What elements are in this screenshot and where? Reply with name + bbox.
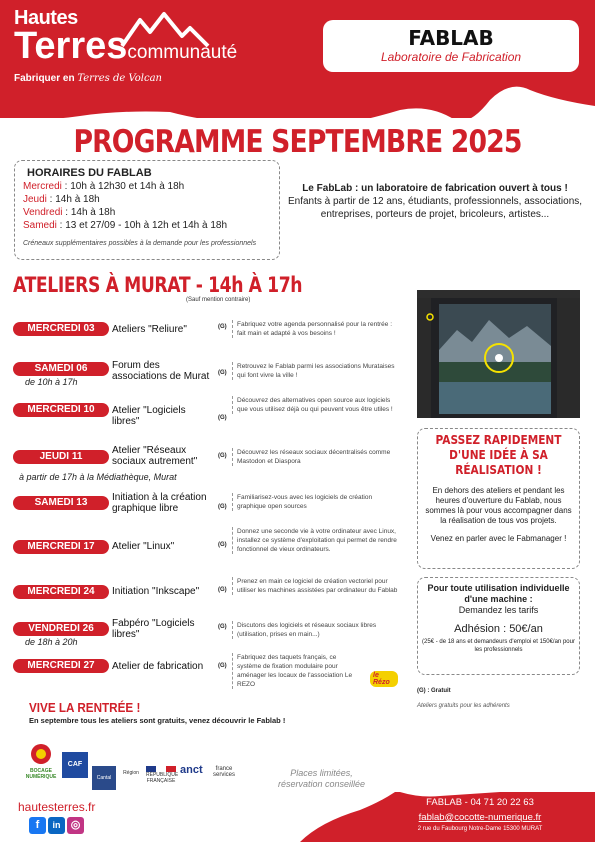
day-pill: MERCREDI 27 <box>13 659 109 673</box>
day-pill: MERCREDI 17 <box>13 540 109 554</box>
day-pill: SAMEDI 06 <box>13 362 109 376</box>
horaire-line: Vendredi : 14h à 18h <box>23 207 116 218</box>
day-pill: MERCREDI 10 <box>13 403 109 417</box>
region-logo: Région <box>123 770 139 776</box>
gratuit-legend: (G) : Gratuit <box>417 688 451 694</box>
free-mark: (G) <box>218 663 227 669</box>
gratuit-sub: Ateliers gratuits pour les adhérents <box>417 703 510 709</box>
anct-logo: anct <box>180 764 203 776</box>
software-screenshot-image <box>417 290 580 418</box>
day-pill: JEUDI 11 <box>13 450 109 464</box>
partner-logos <box>22 742 244 792</box>
atelier-desc: Fabriquez votre agenda personnalisé pour la rentrée : fait main et adapté à vos besoins ! <box>232 320 398 338</box>
ateliers-title: ATELIERS À MURAT - 14h À 17h <box>13 273 303 297</box>
intro-text <box>286 182 584 221</box>
horaires-title: HORAIRES DU FABLAB <box>27 167 152 179</box>
ateliers-note: (Sauf mention contraire) <box>186 297 251 303</box>
logo-line1: Hautes <box>14 7 78 29</box>
atelier-desc: Découvrez des alternatives open source aux logiciels que vous utilisez déjà ou qui peuvent vous être utiles ! <box>232 396 398 414</box>
free-mark: (G) <box>218 415 227 421</box>
passez-body: En dehors des ateliers et pendant les heures d'ouverture du Fablab, nous sommes là pour vous accompagner dans la réalisation de tous vos projets. <box>425 486 572 525</box>
atelier-name: Initiation à la création graphique libre <box>112 492 207 514</box>
instagram-icon[interactable]: ◎ <box>67 817 84 834</box>
day-pill: VENDREDI 26 <box>13 622 109 636</box>
passez-box <box>417 428 580 569</box>
atelier-name: Atelier "Réseaux sociaux autrement" <box>112 445 198 467</box>
day-pill: MERCREDI 03 <box>13 322 109 336</box>
atelier-name: Initiation "Inkscape" <box>112 586 200 597</box>
adhesion-note: (25€ - de 18 ans et demandeurs d'emploi et 150€/an pour les professionnels <box>422 639 575 653</box>
passez-cta: Venez en parler avec le Fabmanager ! <box>430 534 567 543</box>
cantal-logo: Cantal <box>92 766 116 790</box>
atelier-desc: Retrouvez le Fablab parmi les associations Murataises qui font vivre la ville ! <box>232 362 398 380</box>
email-link[interactable]: fablab@cocotte-numerique.fr <box>418 812 542 823</box>
logo-line2: Terres <box>14 25 128 67</box>
day-pill: MERCREDI 24 <box>13 585 109 599</box>
horaire-line: Jeudi : 14h à 18h <box>23 194 100 205</box>
day-pill: SAMEDI 13 <box>13 496 109 510</box>
utilisation-title: Pour toute utilisation individuelle d'une machine : <box>427 583 570 604</box>
horaires-note: Créneaux supplémentaires possibles à la demande pour les professionnels <box>23 240 257 247</box>
mountain-icon <box>120 10 210 50</box>
atelier-desc: Discutons des logiciels et réseaux sociaux libres (utilisation, prises en main...) <box>232 621 398 639</box>
free-mark: (G) <box>218 370 227 376</box>
atelier-desc: Donnez une seconde vie à votre ordinateur avec Linux, installez ce système d'exploitation qui permet de rendre fonctionnel de vieux ordinateurs. <box>232 527 398 554</box>
contact-info <box>395 797 565 832</box>
atelier-name: Atelier "Linux" <box>112 541 175 552</box>
atelier-desc: Prenez en main ce logiciel de création vectoriel pour utiliser les machines assistées par ordinateur du Fablab <box>232 577 398 595</box>
program-title: PROGRAMME SEPTEMBRE 2025 <box>73 124 522 160</box>
logo-line2b: communauté <box>127 42 238 63</box>
passez-title: PASSEZ RAPIDEMENT D'UNE IDÉE À SA RÉALISATION ! <box>435 433 562 477</box>
atelier-name: Fabpéro "Logiciels libres" <box>112 618 195 640</box>
republique-logo: RÉPUBLIQUE FRANÇAISE <box>146 766 176 784</box>
linkedin-icon[interactable]: in <box>48 817 65 834</box>
fablab-title: FABLAB <box>408 26 494 50</box>
utilisation-sub: Demandez les tarifs <box>458 605 539 615</box>
day-sub: de 18h à 20h <box>25 637 78 647</box>
vive-sub: En septembre tous les ateliers sont gratuits, venez découvrir le Fablab ! <box>29 716 286 725</box>
logo-line3a: Fabriquer en <box>14 73 75 84</box>
horaire-line: Samedi : 13 et 27/09 - 10h à 12h et 14h à 18h <box>23 220 228 231</box>
facebook-icon[interactable]: f <box>29 817 46 834</box>
atelier-name: Atelier de fabrication <box>112 661 204 672</box>
atelier-name: Atelier "Logiciels libres" <box>112 405 186 427</box>
atelier-desc: Découvrez les réseaux sociaux décentralisés comme Mastodon et Diaspora <box>232 448 398 466</box>
caf-logo: CAF <box>62 752 88 778</box>
free-mark: (G) <box>218 504 227 510</box>
free-mark: (G) <box>218 542 227 548</box>
adhesion-price: Adhésion : 50€/an <box>454 623 543 635</box>
atelier-name: Ateliers "Reliure" <box>112 324 187 335</box>
fablab-title-box <box>323 20 579 72</box>
free-mark: (G) <box>218 587 227 593</box>
logo-line3b: Terres de Volcan <box>77 73 162 84</box>
france-services-logo: france services <box>212 766 235 778</box>
intro-bold: Le FabLab : un laboratoire de fabrication ouvert à tous ! <box>302 183 568 194</box>
atelier-desc: Familiarisez-vous avec les logiciels de création graphique open sources <box>232 493 398 511</box>
utilisation-box <box>417 577 580 675</box>
fablab-subtitle: Laboratoire de Fabrication <box>380 50 522 64</box>
address: 2 rue du Faubourg Notre-Dame 15300 MURAT <box>417 826 543 832</box>
free-mark: (G) <box>218 453 227 459</box>
intro-body: Enfants à partir de 12 ans, étudiants, professionnels, associations, entreprises, porteurs de projet, bricoleurs, artistes... <box>287 196 583 220</box>
phone: FABLAB - 04 71 20 22 63 <box>426 797 534 808</box>
atelier-desc: Fabriquez des taquets français, ce système de fixation modulaire pour aménager les locaux de l'association Le REZO <box>232 653 362 689</box>
atelier-name: Forum des associations de Murat <box>112 360 210 382</box>
places-note: Places limitées, réservation conseillée <box>278 768 366 789</box>
free-mark: (G) <box>218 324 227 330</box>
day-sub: de 10h à 17h <box>25 377 78 387</box>
vive-title: VIVE LA RENTRÉE ! <box>29 700 141 715</box>
horaire-line: Mercredi : 10h à 12h30 et 14h à 18h <box>23 181 185 192</box>
rezo-logo: le Rézo <box>370 671 398 687</box>
horaires-box <box>14 160 280 260</box>
day-sub: à partir de 17h à la Médiathèque, Murat <box>19 472 177 482</box>
website-link[interactable]: hautesterres.fr <box>18 800 96 814</box>
bocage-logo: BOCAGE NUMÉRIQUE <box>22 742 60 780</box>
free-mark: (G) <box>218 624 227 630</box>
